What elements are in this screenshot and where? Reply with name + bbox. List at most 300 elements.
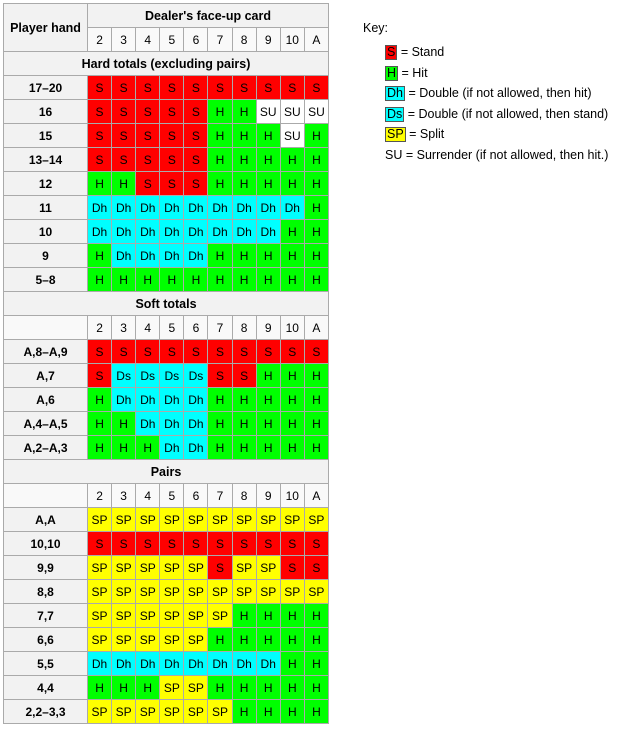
table-row xyxy=(4,388,329,412)
strategy-cell: SP xyxy=(136,700,160,724)
legend xyxy=(363,18,608,165)
strategy-cell: S xyxy=(280,340,304,364)
strategy-cell: H xyxy=(208,148,232,172)
blank-corner-cell xyxy=(4,316,88,340)
strategy-cell: Dh xyxy=(184,196,208,220)
strategy-cell: Dh xyxy=(184,244,208,268)
player-hand-label: 9,9 xyxy=(4,556,88,580)
player-hand-label: 12 xyxy=(4,172,88,196)
strategy-cell: S xyxy=(112,124,136,148)
legend-item xyxy=(385,145,608,166)
strategy-cell: Dh xyxy=(208,220,232,244)
strategy-cell: S xyxy=(208,556,232,580)
strategy-cell: H xyxy=(280,388,304,412)
strategy-cell: H xyxy=(208,388,232,412)
strategy-cell: Dh xyxy=(184,412,208,436)
strategy-cell: S xyxy=(208,364,232,388)
table-row xyxy=(4,532,329,556)
strategy-cell: SU xyxy=(280,124,304,148)
strategy-cell: SP xyxy=(88,580,112,604)
strategy-cell: H xyxy=(208,172,232,196)
strategy-cell: H xyxy=(256,412,280,436)
strategy-cell: S xyxy=(160,124,184,148)
strategy-cell: H xyxy=(304,436,328,460)
strategy-cell: SP xyxy=(184,556,208,580)
strategy-cell: Dh xyxy=(184,388,208,412)
table-row xyxy=(4,604,329,628)
strategy-cell: H xyxy=(136,268,160,292)
strategy-cell: Ds xyxy=(112,364,136,388)
strategy-cell: S xyxy=(304,76,328,100)
strategy-cell: SP xyxy=(88,604,112,628)
strategy-cell: Dh xyxy=(256,652,280,676)
strategy-cell: H xyxy=(112,676,136,700)
strategy-cell: H xyxy=(136,436,160,460)
strategy-cell: SP xyxy=(160,508,184,532)
strategy-cell: S xyxy=(256,532,280,556)
strategy-cell: SP xyxy=(184,700,208,724)
dealer-card-header: Dealer's face-up card xyxy=(88,4,329,28)
dealer-card-9: 9 xyxy=(256,484,280,508)
strategy-cell: H xyxy=(304,364,328,388)
strategy-cell: H xyxy=(112,172,136,196)
strategy-cell: S xyxy=(256,340,280,364)
legend-code: SU xyxy=(385,147,403,162)
strategy-cell: H xyxy=(256,268,280,292)
strategy-cell: H xyxy=(160,268,184,292)
strategy-cell: H xyxy=(256,676,280,700)
player-hand-label: A,7 xyxy=(4,364,88,388)
strategy-cell: SP xyxy=(112,604,136,628)
table-row xyxy=(4,100,329,124)
dealer-card-2: 2 xyxy=(88,316,112,340)
strategy-cell: S xyxy=(136,148,160,172)
strategy-cell: S xyxy=(304,532,328,556)
strategy-cell: Dh xyxy=(136,244,160,268)
strategy-cell: SU xyxy=(304,100,328,124)
blank-corner-cell xyxy=(4,484,88,508)
strategy-cell: S xyxy=(184,532,208,556)
strategy-cell: S xyxy=(184,340,208,364)
strategy-cell: S xyxy=(160,340,184,364)
strategy-cell: H xyxy=(280,652,304,676)
strategy-cell: H xyxy=(88,676,112,700)
section-title-row xyxy=(4,460,329,484)
strategy-cell: H xyxy=(136,676,160,700)
strategy-cell: S xyxy=(136,76,160,100)
player-hand-label: A,8–A,9 xyxy=(4,340,88,364)
strategy-cell: H xyxy=(280,436,304,460)
dealer-card-8: 8 xyxy=(232,316,256,340)
strategy-cell: Dh xyxy=(112,196,136,220)
strategy-cell: SP xyxy=(160,700,184,724)
strategy-cell: Dh xyxy=(136,388,160,412)
strategy-cell: SP xyxy=(136,556,160,580)
strategy-cell: S xyxy=(88,532,112,556)
strategy-cell: H xyxy=(208,100,232,124)
strategy-cell: H xyxy=(232,676,256,700)
strategy-cell: H xyxy=(304,652,328,676)
dealer-card-a: A xyxy=(304,28,328,52)
table-row xyxy=(4,196,329,220)
strategy-cell: H xyxy=(88,436,112,460)
strategy-cell: SP xyxy=(112,628,136,652)
strategy-cell: S xyxy=(160,532,184,556)
strategy-cell: S xyxy=(112,148,136,172)
strategy-cell: S xyxy=(232,364,256,388)
player-hand-label: 10,10 xyxy=(4,532,88,556)
strategy-cell: H xyxy=(304,196,328,220)
strategy-cell: S xyxy=(160,172,184,196)
strategy-cell: H xyxy=(232,604,256,628)
strategy-cell: Dh xyxy=(136,220,160,244)
strategy-cell: S xyxy=(136,100,160,124)
strategy-cell: SP xyxy=(184,508,208,532)
legend-text: = Double (if not allowed, then stand) xyxy=(404,106,609,121)
legend-code: Dh xyxy=(387,86,403,100)
strategy-cell: H xyxy=(88,244,112,268)
table-row xyxy=(4,148,329,172)
section-title: Hard totals (excluding pairs) xyxy=(4,52,329,76)
strategy-cell: H xyxy=(112,436,136,460)
dealer-card-6: 6 xyxy=(184,28,208,52)
legend-item xyxy=(385,83,608,104)
strategy-cell: H xyxy=(280,220,304,244)
strategy-cell: H xyxy=(304,388,328,412)
strategy-cell: S xyxy=(136,340,160,364)
strategy-cell: Dh xyxy=(88,220,112,244)
strategy-cell: H xyxy=(304,268,328,292)
strategy-cell: S xyxy=(88,364,112,388)
strategy-cell: SP xyxy=(112,700,136,724)
strategy-cell: S xyxy=(184,76,208,100)
strategy-cell: S xyxy=(112,100,136,124)
table-row xyxy=(4,124,329,148)
strategy-cell: H xyxy=(304,148,328,172)
strategy-cell: H xyxy=(256,628,280,652)
strategy-cell: H xyxy=(232,124,256,148)
legend-list xyxy=(363,42,608,165)
strategy-cell: Dh xyxy=(112,652,136,676)
strategy-cell: H xyxy=(256,700,280,724)
strategy-cell: Dh xyxy=(112,244,136,268)
strategy-cell: S xyxy=(88,148,112,172)
strategy-cell: SP xyxy=(208,604,232,628)
table-row xyxy=(4,628,329,652)
strategy-cell: Dh xyxy=(136,412,160,436)
strategy-cell: Dh xyxy=(88,652,112,676)
strategy-cell: Dh xyxy=(112,220,136,244)
strategy-cell: Dh xyxy=(136,652,160,676)
strategy-cell: Dh xyxy=(232,196,256,220)
strategy-cell: SP xyxy=(304,508,328,532)
strategy-cell: S xyxy=(208,532,232,556)
dealer-card-7: 7 xyxy=(208,28,232,52)
strategy-cell: H xyxy=(280,148,304,172)
strategy-cell: S xyxy=(136,532,160,556)
legend-text: = Split xyxy=(405,127,445,141)
strategy-cell: Dh xyxy=(232,652,256,676)
legend-item xyxy=(385,63,608,84)
strategy-cell: SP xyxy=(160,604,184,628)
strategy-cell: S xyxy=(88,124,112,148)
strategy-table-body xyxy=(4,4,329,724)
player-hand-label: 6,6 xyxy=(4,628,88,652)
strategy-cell: H xyxy=(208,676,232,700)
legend-item xyxy=(385,42,608,63)
strategy-cell: Dh xyxy=(160,412,184,436)
strategy-cell: SP xyxy=(112,580,136,604)
strategy-cell: H xyxy=(280,244,304,268)
strategy-cell: S xyxy=(232,76,256,100)
strategy-cell: SP xyxy=(136,628,160,652)
dealer-card-4: 4 xyxy=(136,28,160,52)
strategy-cell: S xyxy=(112,532,136,556)
legend-code: S xyxy=(387,45,396,59)
strategy-cell: SP xyxy=(280,580,304,604)
strategy-cell: S xyxy=(160,148,184,172)
player-hand-label: A,A xyxy=(4,508,88,532)
strategy-cell: SP xyxy=(232,580,256,604)
strategy-cell: S xyxy=(160,100,184,124)
strategy-cell: H xyxy=(256,364,280,388)
strategy-cell: S xyxy=(184,124,208,148)
strategy-cell: H xyxy=(280,700,304,724)
strategy-cell: S xyxy=(304,340,328,364)
strategy-cell: S xyxy=(304,556,328,580)
legend-item xyxy=(385,104,608,125)
strategy-cell: S xyxy=(88,76,112,100)
player-hand-label: A,4–A,5 xyxy=(4,412,88,436)
strategy-cell: SP xyxy=(208,580,232,604)
strategy-cell: H xyxy=(280,604,304,628)
strategy-cell: H xyxy=(232,244,256,268)
strategy-cell: H xyxy=(280,628,304,652)
strategy-cell: S xyxy=(136,124,160,148)
strategy-cell: Dh xyxy=(112,388,136,412)
table-row xyxy=(4,220,329,244)
strategy-cell: SP xyxy=(184,580,208,604)
table-row xyxy=(4,508,329,532)
player-hand-header: Player hand xyxy=(4,4,88,52)
strategy-cell: S xyxy=(112,340,136,364)
strategy-cell: H xyxy=(256,388,280,412)
strategy-cell: H xyxy=(256,604,280,628)
strategy-cell: S xyxy=(280,76,304,100)
table-row xyxy=(4,580,329,604)
strategy-cell: SP xyxy=(88,556,112,580)
strategy-cell: H xyxy=(280,412,304,436)
strategy-cell: Dh xyxy=(160,652,184,676)
strategy-cell: SP xyxy=(136,580,160,604)
strategy-cell: Dh xyxy=(256,196,280,220)
player-hand-label: 13–14 xyxy=(4,148,88,172)
strategy-cell: S xyxy=(88,340,112,364)
player-hand-label: 15 xyxy=(4,124,88,148)
strategy-cell: Dh xyxy=(184,436,208,460)
strategy-cell: H xyxy=(304,244,328,268)
strategy-cell: H xyxy=(208,268,232,292)
dealer-card-3: 3 xyxy=(112,484,136,508)
strategy-cell: H xyxy=(88,172,112,196)
player-hand-label: 9 xyxy=(4,244,88,268)
legend-text: = Hit xyxy=(398,65,428,80)
strategy-cell: Dh xyxy=(136,196,160,220)
strategy-cell: SP xyxy=(136,604,160,628)
strategy-cell: H xyxy=(232,172,256,196)
strategy-cell: SP xyxy=(88,508,112,532)
strategy-cell: SP xyxy=(304,580,328,604)
strategy-cell: SP xyxy=(184,604,208,628)
strategy-cell: H xyxy=(112,412,136,436)
strategy-cell: Dh xyxy=(160,220,184,244)
table-row xyxy=(4,652,329,676)
player-hand-label: 4,4 xyxy=(4,676,88,700)
table-row xyxy=(4,700,329,724)
strategy-cell: S xyxy=(112,76,136,100)
legend-item xyxy=(385,124,608,145)
legend-title: Key: xyxy=(363,21,389,35)
player-hand-label: 16 xyxy=(4,100,88,124)
strategy-cell: SP xyxy=(256,556,280,580)
dealer-card-row xyxy=(4,484,329,508)
strategy-cell: H xyxy=(256,148,280,172)
strategy-cell: H xyxy=(256,124,280,148)
strategy-cell: S xyxy=(184,148,208,172)
strategy-cell: S xyxy=(88,100,112,124)
strategy-cell: SP xyxy=(232,556,256,580)
strategy-cell: H xyxy=(208,628,232,652)
legend-text: = Surrender (if not allowed, then hit.) xyxy=(402,147,609,162)
strategy-cell: SP xyxy=(208,508,232,532)
strategy-cell: SP xyxy=(160,676,184,700)
dealer-card-7: 7 xyxy=(208,316,232,340)
dealer-card-a: A xyxy=(304,316,328,340)
dealer-card-8: 8 xyxy=(232,28,256,52)
strategy-cell: H xyxy=(256,244,280,268)
strategy-cell: H xyxy=(88,388,112,412)
strategy-cell: S xyxy=(232,340,256,364)
strategy-cell: SP xyxy=(232,508,256,532)
dealer-card-6: 6 xyxy=(184,316,208,340)
legend-code: SP xyxy=(387,127,404,141)
strategy-cell: H xyxy=(232,100,256,124)
legend-code: Ds xyxy=(387,106,403,121)
strategy-cell: H xyxy=(232,268,256,292)
strategy-cell: Dh xyxy=(232,220,256,244)
dealer-card-10: 10 xyxy=(280,28,304,52)
strategy-cell: H xyxy=(112,268,136,292)
strategy-cell: H xyxy=(280,676,304,700)
strategy-cell: Dh xyxy=(208,652,232,676)
table-row xyxy=(4,76,329,100)
strategy-cell: Dh xyxy=(184,220,208,244)
strategy-cell: H xyxy=(304,412,328,436)
strategy-cell: H xyxy=(208,124,232,148)
strategy-cell: SP xyxy=(160,556,184,580)
table-row xyxy=(4,172,329,196)
strategy-cell: S xyxy=(184,172,208,196)
player-hand-label: A,6 xyxy=(4,388,88,412)
strategy-cell: H xyxy=(232,628,256,652)
strategy-cell: H xyxy=(304,700,328,724)
strategy-cell: H xyxy=(88,268,112,292)
player-hand-label: 11 xyxy=(4,196,88,220)
strategy-cell: H xyxy=(232,148,256,172)
dealer-card-8: 8 xyxy=(232,484,256,508)
strategy-cell: S xyxy=(256,76,280,100)
strategy-cell: Dh xyxy=(280,196,304,220)
strategy-cell: H xyxy=(304,604,328,628)
dealer-card-2: 2 xyxy=(88,484,112,508)
strategy-cell: H xyxy=(184,268,208,292)
strategy-cell: SP xyxy=(256,508,280,532)
section-title: Soft totals xyxy=(4,292,329,316)
strategy-cell: SP xyxy=(88,700,112,724)
dealer-card-5: 5 xyxy=(160,316,184,340)
strategy-cell: S xyxy=(184,100,208,124)
section-title-row xyxy=(4,52,329,76)
strategy-cell: H xyxy=(280,268,304,292)
strategy-cell: SP xyxy=(160,580,184,604)
dealer-card-a: A xyxy=(304,484,328,508)
strategy-cell: SP xyxy=(136,508,160,532)
table-row xyxy=(4,436,329,460)
strategy-cell: SU xyxy=(280,100,304,124)
strategy-cell: H xyxy=(304,172,328,196)
strategy-cell: H xyxy=(232,436,256,460)
strategy-cell: SP xyxy=(280,508,304,532)
header-row xyxy=(4,4,329,28)
strategy-cell: SP xyxy=(112,556,136,580)
table-row xyxy=(4,412,329,436)
section-title: Pairs xyxy=(4,460,329,484)
strategy-cell: H xyxy=(208,436,232,460)
player-hand-label: A,2–A,3 xyxy=(4,436,88,460)
strategy-cell: H xyxy=(304,124,328,148)
table-row xyxy=(4,364,329,388)
legend-text: = Stand xyxy=(397,45,445,59)
strategy-cell: S xyxy=(136,172,160,196)
strategy-cell: Dh xyxy=(256,220,280,244)
strategy-cell: SP xyxy=(160,628,184,652)
strategy-cell: H xyxy=(304,220,328,244)
strategy-cell: Dh xyxy=(208,196,232,220)
player-hand-label: 2,2–3,3 xyxy=(4,700,88,724)
strategy-cell: SP xyxy=(184,628,208,652)
strategy-table xyxy=(3,3,329,724)
dealer-card-5: 5 xyxy=(160,484,184,508)
player-hand-label: 7,7 xyxy=(4,604,88,628)
dealer-card-9: 9 xyxy=(256,28,280,52)
strategy-cell: Dh xyxy=(160,436,184,460)
strategy-cell: SP xyxy=(256,580,280,604)
table-row xyxy=(4,676,329,700)
strategy-cell: S xyxy=(280,532,304,556)
player-hand-label: 5,5 xyxy=(4,652,88,676)
strategy-cell: Dh xyxy=(88,196,112,220)
strategy-cell: H xyxy=(304,676,328,700)
table-row xyxy=(4,244,329,268)
table-row xyxy=(4,268,329,292)
strategy-cell: Dh xyxy=(184,652,208,676)
strategy-cell: Ds xyxy=(136,364,160,388)
dealer-card-4: 4 xyxy=(136,484,160,508)
table-row xyxy=(4,556,329,580)
strategy-cell: Dh xyxy=(160,244,184,268)
strategy-cell: H xyxy=(256,436,280,460)
dealer-card-9: 9 xyxy=(256,316,280,340)
